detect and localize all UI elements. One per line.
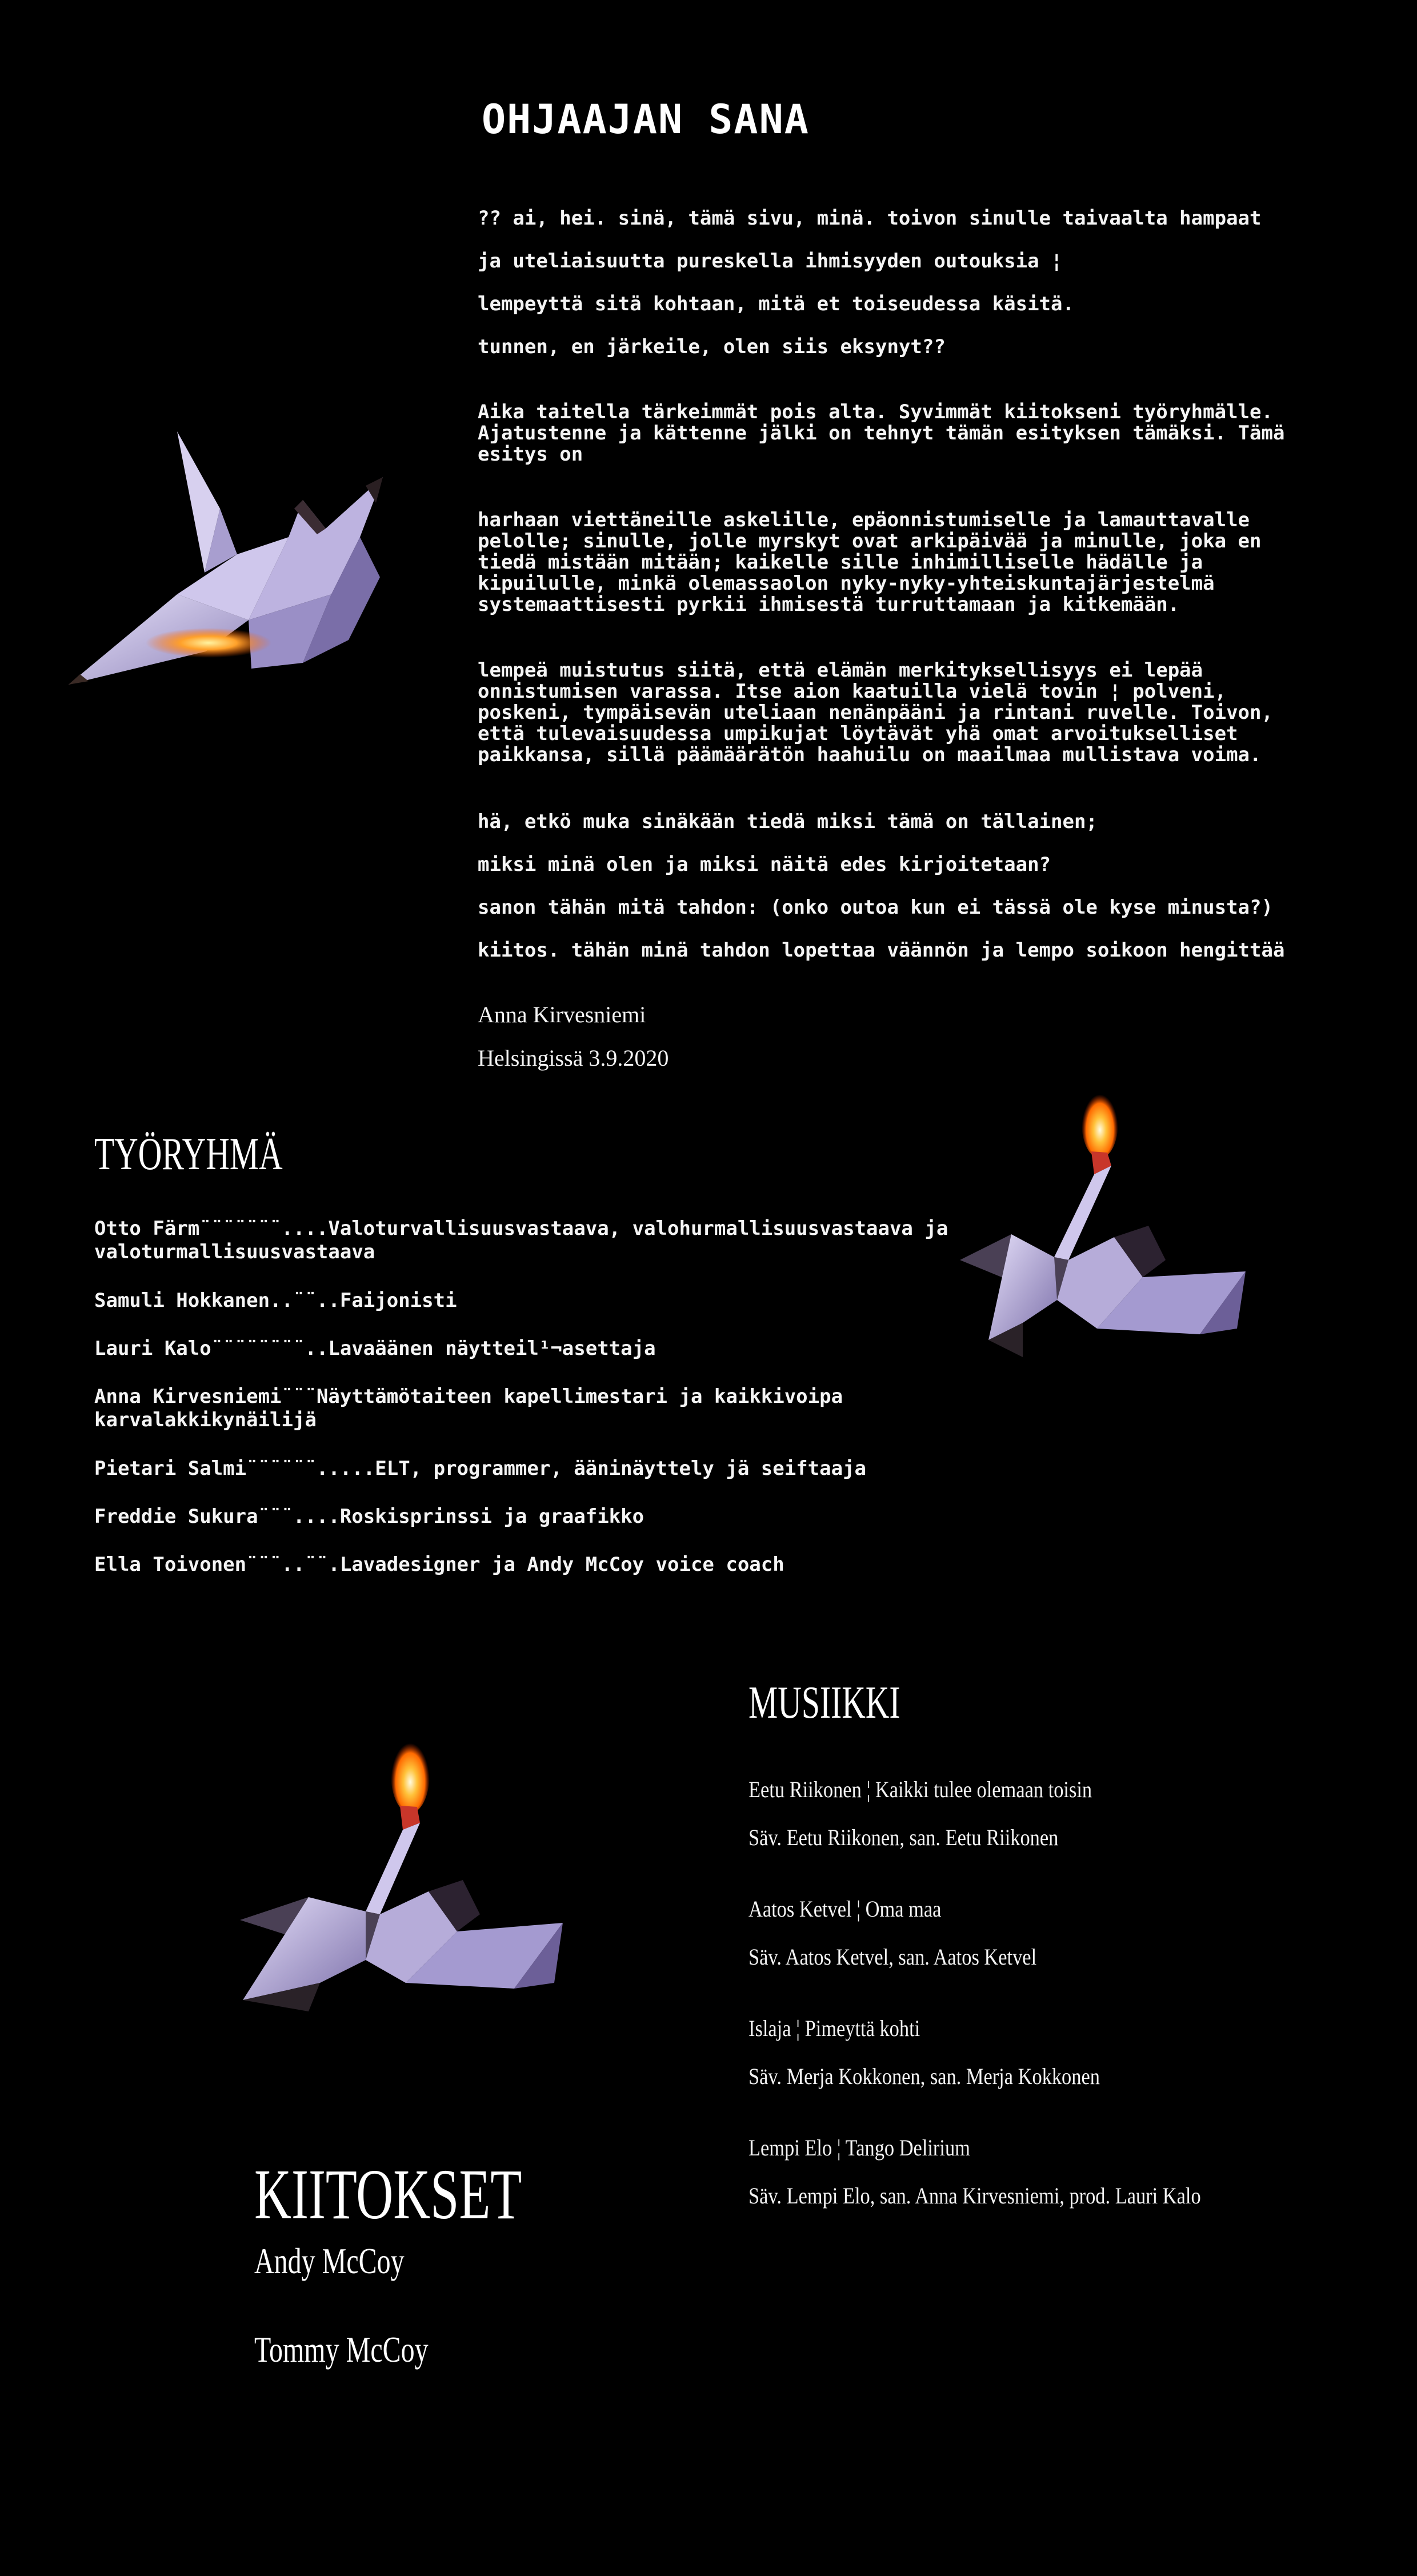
intro-line: ja uteliaisuutta pureskella ihmisyyden outouksia ¦ xyxy=(478,250,1063,273)
paragraph-line: lempeä muistutus siitä, että elämän merkityksellisyys ei lepää xyxy=(478,659,1203,682)
crew-member-line: Freddie Sukura¨¨¨....Roskisprinssi ja graafikko xyxy=(94,1505,645,1528)
intro-line: ?? ai, hei. sinä, tämä sivu, minä. toivon sinulle taivaalta hampaat xyxy=(478,207,1262,230)
paragraph-line: tiedä mistään mitään; kaikelle sille inhimilliselle hädälle ja xyxy=(478,551,1203,574)
crew-member-line: Samuli Hokkanen..¨¨..Faijonisti xyxy=(94,1289,457,1312)
intro-line: tunnen, en järkeile, olen siis eksynyt?? xyxy=(478,335,946,358)
song-title: Aatos Ketvel ¦ Oma maa xyxy=(748,1896,942,1922)
song-title: Islaja ¦ Pimeyttä kohti xyxy=(748,2015,920,2041)
signature-place-date: Helsingissä 3.9.2020 xyxy=(478,1045,669,1071)
signature-name: Anna Kirvesniemi xyxy=(478,1002,646,1027)
closing-line: sanon tähän mitä tahdon: (onko outoa kun ei tässä ole kyse minusta?) xyxy=(478,896,1273,919)
crew-member-line: karvalakkikynäilijä xyxy=(94,1409,317,1431)
crew-member-line: Anna Kirvesniemi¨¨¨Näyttämötaiteen kapellimestari ja kaikkivoipa xyxy=(94,1385,843,1408)
crew-member-line: Lauri Kalo¨¨¨¨¨¨¨¨..Lavaäänen näytteil¹¬asettaja xyxy=(94,1337,656,1360)
director-paragraph-3 xyxy=(478,660,1323,766)
song-credits: Säv. Lempi Elo, san. Anna Kirvesniemi, prod. Lauri Kalo xyxy=(748,2183,1201,2209)
intro-line: lempeyttä sitä kohtaan, mitä et toiseudessa käsitä. xyxy=(478,293,1074,315)
song-title: Eetu Riikonen ¦ Kaikki tulee olemaan toisin xyxy=(748,1777,1092,1802)
paragraph-line: Aika taitella tärkeimmät pois alta. Syvimmät kiitokseni työryhmälle. xyxy=(478,401,1273,423)
crew-member xyxy=(94,1457,917,1481)
crew-member xyxy=(94,1553,917,1577)
crew-member xyxy=(94,1289,917,1313)
crew-member-line: Ella Toivonen¨¨¨..¨¨.Lavadesigner ja Andy McCoy voice coach xyxy=(94,1553,784,1576)
paragraph-line: Ajatustenne ja kättenne jälki on tehnyt tämän esityksen tämäksi. Tämä xyxy=(478,422,1285,445)
paragraph-line: pelolle; sinulle, jolle myrskyt ovat arkipäivää ja minulle, joka en xyxy=(478,530,1262,553)
paragraph-line: onnistumisen varassa. Itse aion kaatuilla vielä tovin ¦ polveni, xyxy=(478,680,1227,703)
crew-member-line: Pietari Salmi¨¨¨¨¨¨.....ELT, programmer, ääninäyttely jä seiftaaja xyxy=(94,1457,867,1480)
director-paragraph-1 xyxy=(478,402,1323,465)
thanks-name: Andy McCoy xyxy=(254,2241,405,2281)
director-paragraph-2 xyxy=(478,510,1323,615)
burning-paper-crane-icon xyxy=(229,1731,571,2029)
burning-paper-crane-icon xyxy=(63,423,394,691)
song-credits: Säv. Eetu Riikonen, san. Eetu Riikonen xyxy=(748,1825,1059,1850)
thanks-name: Tommy McCoy xyxy=(254,2329,429,2370)
paragraph-line: harhaan viettäneille askelille, epäonnistumiselle ja lamauttavalle xyxy=(478,509,1250,531)
paragraph-line: systemaattisesti pyrkii ihmisestä turruttamaan ja kitkemään. xyxy=(478,593,1180,616)
crew-member-line: valoturmallisuusvastaava xyxy=(94,1241,375,1263)
song-credits: Säv. Merja Kokkonen, san. Merja Kokkonen xyxy=(748,2063,1100,2089)
closing-line: hä, etkö muka sinäkään tiedä miksi tämä on tällainen; xyxy=(478,810,1098,833)
paragraph-line: poskeni, tympäisevän uteliaan nenänpääni ja rintani ruvelle. Toivon, xyxy=(478,701,1273,724)
burning-paper-crane-icon xyxy=(926,1089,1257,1374)
paragraph-line: kipuilulle, minkä olemassaolon nyky-nyky-yhteiskuntajärjestelmä xyxy=(478,572,1215,595)
paragraph-line: että tulevaisuudessa umpikujat löytävät yhä omat arvoitukselliset xyxy=(478,722,1238,745)
crew-member xyxy=(94,1337,917,1361)
paragraph-line: esitys on xyxy=(478,443,583,466)
crew-member xyxy=(94,1385,917,1432)
paragraph-line: paikkansa, sillä päämäärätön haahuilu on maailmaa mullistava voima. xyxy=(478,743,1262,766)
closing-line: miksi minä olen ja miksi näitä edes kirjoitetaan? xyxy=(478,853,1051,876)
thanks-heading: KIITOKSET xyxy=(254,2155,522,2234)
song-credits: Säv. Aatos Ketvel, san. Aatos Ketvel xyxy=(748,1944,1037,1970)
song-title: Lempi Elo ¦ Tango Delirium xyxy=(748,2135,970,2161)
crew-heading: TYÖRYHMÄ xyxy=(94,1129,283,1179)
crew-member xyxy=(94,1217,948,1264)
closing-line: kiitos. tähän minä tahdon lopettaa väännön ja lempo soikoon hengittää xyxy=(478,939,1285,962)
crew-member-line: Otto Färm¨¨¨¨¨¨¨....Valoturvallisuusvastaava, valohurmallisuusvastaava ja xyxy=(94,1217,948,1240)
crew-member xyxy=(94,1505,917,1529)
director-heading: OHJAAJAN SANA xyxy=(482,96,810,143)
music-heading: MUSIIKKI xyxy=(748,1678,900,1728)
